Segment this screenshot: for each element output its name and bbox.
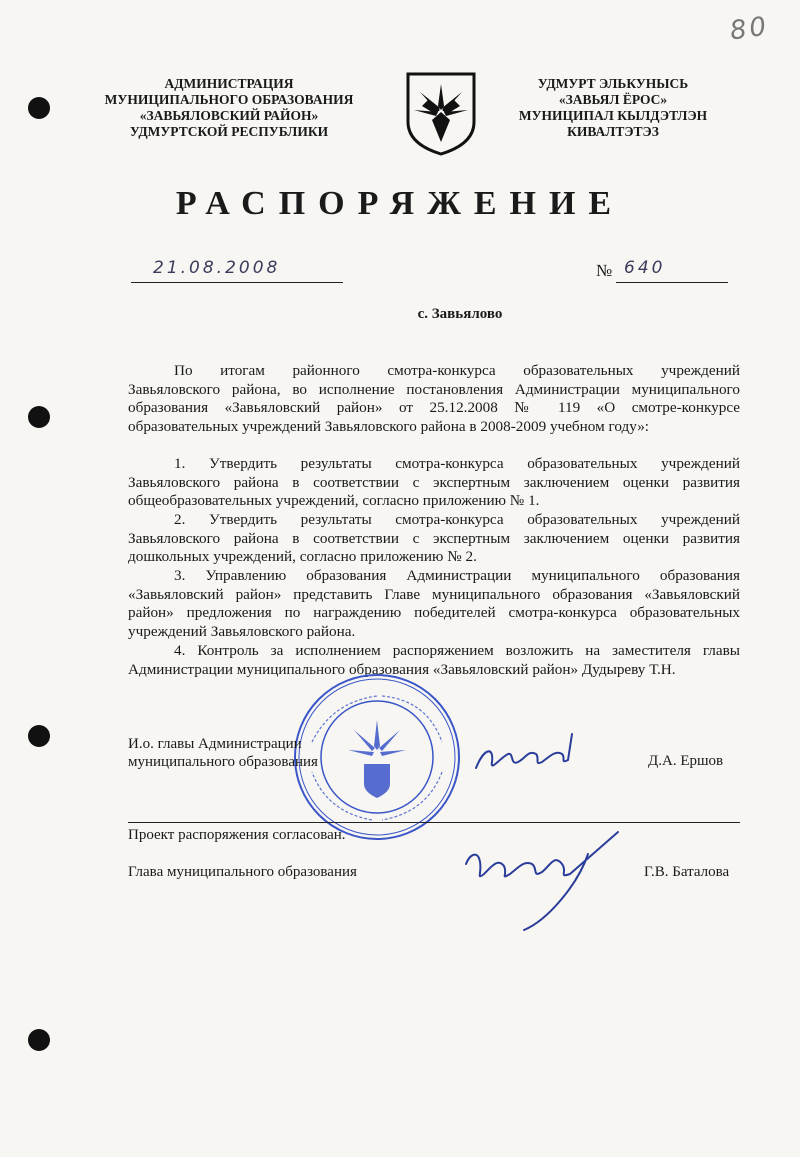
- header-left-line: УДМУРТСКОЙ РЕСПУБЛИКИ: [129, 124, 329, 139]
- text-line: образовательных учреждений Завьяловского района в 2008-2009 учебном году»:: [128, 417, 650, 435]
- text-line: Администрации муниципального образования «Завьяловский район» Дудыреву Т.Н.: [128, 660, 676, 678]
- text-line: Завьяловского района в соответствии с экспертным заключением оценки развития: [128, 473, 740, 491]
- number-handwritten: 640: [624, 258, 666, 278]
- header-left: [98, 76, 360, 140]
- signer1-title-line: муниципального образования: [128, 754, 318, 770]
- text-line: общеобразовательных учреждений, согласно приложению № 1.: [128, 492, 540, 510]
- binder-hole: [28, 725, 50, 747]
- text-line: По итогам районного смотра-конкурса образовательных учреждений: [174, 362, 740, 379]
- text-line: дошкольных учреждений, согласно приложению № 2.: [128, 548, 477, 566]
- item-3-paragraph: [128, 567, 740, 641]
- text-line: 4. Контроль за исполнением распоряжением возложить на заместителя главы: [174, 642, 740, 659]
- signer1-title-line: И.о. главы Администрации: [128, 736, 302, 752]
- date-field: [131, 258, 343, 283]
- header-right-line: МУНИЦИПАЛ КЫЛДЭТЛЭН: [518, 108, 708, 123]
- text-line: 1. Утвердить результаты смотра-конкурса образовательных учреждений: [174, 455, 740, 472]
- number-field: [616, 258, 728, 283]
- text-line: образования «Завьяловский район» от 25.12.2008 № 119 «О смотре-конкурсе: [128, 399, 740, 417]
- signer2-name: Г.В. Баталова: [644, 864, 730, 880]
- binder-hole: [28, 97, 50, 119]
- header-left-line: МУНИЦИПАЛЬНОГО ОБРАЗОВАНИЯ: [104, 92, 354, 107]
- document-title: РАСПОРЯЖЕНИЕ: [175, 185, 625, 222]
- emblem-logo: [402, 70, 480, 156]
- divider-line: [128, 822, 740, 823]
- number-label: №: [596, 261, 613, 280]
- text-line: район» предложения по награждению победителей смотра-конкурса образовательных: [128, 604, 740, 622]
- signer1-title: [128, 735, 318, 771]
- header-left-line: «ЗАВЬЯЛОВСКИЙ РАЙОН»: [139, 108, 319, 123]
- item-1-paragraph: [128, 455, 740, 511]
- date-handwritten: 21.08.2008: [153, 258, 281, 278]
- header-right-line: «ЗАВЬЯЛ ЁРОС»: [558, 92, 668, 107]
- header-right-line: УДМУРТ ЭЛЬКУНЫСЬ: [537, 76, 689, 91]
- binder-hole: [28, 1029, 50, 1051]
- text-line: 2. Утвердить результаты смотра-конкурса образовательных учреждений: [174, 511, 740, 528]
- place-line: с. Завьялово: [417, 306, 503, 322]
- header-left-line: АДМИНИСТРАЦИЯ: [164, 76, 294, 91]
- text-line: 3. Управлению образования Администрации муниципального образования: [174, 567, 740, 584]
- text-line: учреждений Завьяловского района.: [128, 622, 356, 640]
- signature-1: [470, 728, 580, 778]
- signature-2: [458, 824, 628, 936]
- corner-page-mark: 80: [728, 11, 771, 47]
- intro-paragraph: [128, 362, 740, 436]
- header-right-line: КИВАЛТЭТЭЗ: [567, 124, 659, 139]
- header-right: [508, 76, 718, 140]
- binder-hole: [28, 406, 50, 428]
- signer1-name: Д.А. Ершов: [648, 753, 724, 769]
- signer2-title: Глава муниципального образования: [128, 864, 357, 880]
- item-2-paragraph: [128, 511, 740, 567]
- text-line: Завьяловского района, во исполнение постановления Администрации муниципального: [128, 380, 740, 398]
- text-line: «Завьяловский район» представить Главе муниципального образования «Завьяловский: [128, 585, 740, 603]
- text-line: Завьяловского района в соответствии с экспертным заключением оценки развития: [128, 529, 740, 547]
- approval-note: Проект распоряжения согласован.: [128, 827, 346, 843]
